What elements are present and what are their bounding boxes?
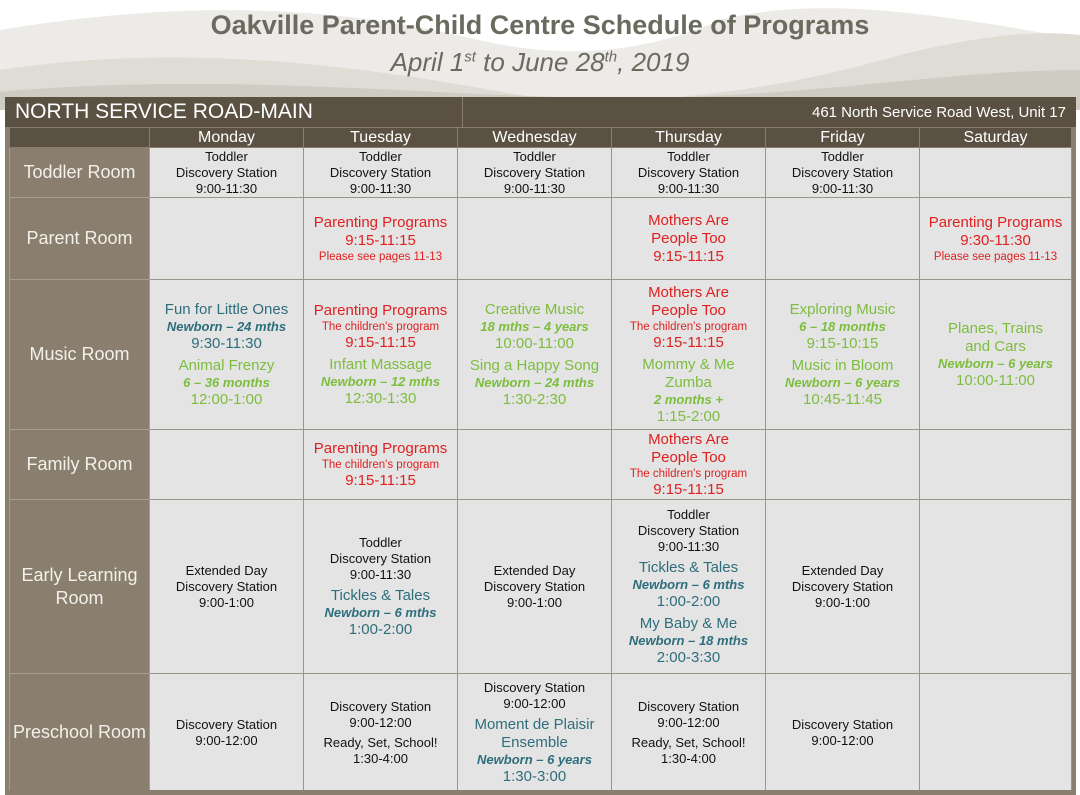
toddler-tuesday: Toddler Discovery Station 9:00-11:30 <box>304 148 458 198</box>
toddler-friday: Toddler Discovery Station 9:00-11:30 <box>766 148 920 198</box>
family-friday <box>766 430 920 500</box>
early-thursday: Toddler Discovery Station 9:00-11:30 Tickles & Tales Newborn – 6 mths 1:00-2:00 My Baby & Me Newborn – 18 mths 2:00-3:30 <box>612 500 766 674</box>
row-toddler-room <box>10 148 1072 198</box>
day-wednesday: Wednesday <box>458 128 612 148</box>
room-label-family: Family Room <box>10 430 150 500</box>
bottom-border <box>5 790 1076 795</box>
family-wednesday <box>458 430 612 500</box>
preschool-tuesday: Discovery Station 9:00-12:00 Ready, Set, School! 1:30-4:00 <box>304 674 458 792</box>
parent-thursday: Mothers Are People Too 9:15-11:15 <box>612 198 766 280</box>
room-label-toddler: Toddler Room <box>10 148 150 198</box>
date-range: April 1st to June 28th, 2019 <box>390 47 690 77</box>
toddler-wednesday: Toddler Discovery Station 9:00-11:30 <box>458 148 612 198</box>
early-monday: Extended Day Discovery Station 9:00-1:00 <box>150 500 304 674</box>
preschool-thursday: Discovery Station 9:00-12:00 Ready, Set, School! 1:30-4:00 <box>612 674 766 792</box>
music-wednesday: Creative Music 18 mths – 4 years 10:00-11:00 Sing a Happy Song Newborn – 24 mths 1:30-2:30 <box>458 280 612 430</box>
day-saturday: Saturday <box>920 128 1072 148</box>
day-tuesday: Tuesday <box>304 128 458 148</box>
room-label-music: Music Room <box>10 280 150 430</box>
preschool-monday: Discovery Station 9:00-12:00 <box>150 674 304 792</box>
preschool-wednesday: Discovery Station 9:00-12:00 Moment de Plaisir Ensemble Newborn – 6 years 1:30-3:00 <box>458 674 612 792</box>
row-preschool-room <box>10 674 1072 792</box>
corner-cell <box>10 128 150 148</box>
early-tuesday: Toddler Discovery Station 9:00-11:30 Tickles & Tales Newborn – 6 mths 1:00-2:00 <box>304 500 458 674</box>
early-friday: Extended Day Discovery Station 9:00-1:00 <box>766 500 920 674</box>
row-family-room <box>10 430 1072 500</box>
parent-saturday: Parenting Programs 9:30-11:30 Please see pages 11-13 <box>920 198 1072 280</box>
preschool-friday: Discovery Station 9:00-12:00 <box>766 674 920 792</box>
parent-monday <box>150 198 304 280</box>
music-tuesday: Parenting Programs The children's program 9:15-11:15 Infant Massage Newborn – 12 mths 12:30-1:30 <box>304 280 458 430</box>
room-label-early-learning: Early Learning Room <box>10 500 150 674</box>
location-address: 461 North Service Road West, Unit 17 <box>811 104 1066 121</box>
day-monday: Monday <box>150 128 304 148</box>
family-saturday <box>920 430 1072 500</box>
early-wednesday: Extended Day Discovery Station 9:00-1:00 <box>458 500 612 674</box>
music-saturday: Planes, Trains and Cars Newborn – 6 years 10:00-11:00 <box>920 280 1072 430</box>
row-music-room <box>10 280 1072 430</box>
music-friday: Exploring Music 6 – 18 months 9:15-10:15 Music in Bloom Newborn – 6 years 10:45-11:45 <box>766 280 920 430</box>
row-early-learning-room <box>10 500 1072 674</box>
music-monday: Fun for Little Ones Newborn – 24 mths 9:30-11:30 Animal Frenzy 6 – 36 months 12:00-1:00 <box>150 280 304 430</box>
location-name: NORTH SERVICE ROAD-MAIN <box>15 100 313 123</box>
preschool-saturday <box>920 674 1072 792</box>
family-monday <box>150 430 304 500</box>
toddler-thursday: Toddler Discovery Station 9:00-11:30 <box>612 148 766 198</box>
parent-friday <box>766 198 920 280</box>
room-label-parent: Parent Room <box>10 198 150 280</box>
family-thursday: Mothers Are People Too The children's program 9:15-11:15 <box>612 430 766 500</box>
room-label-preschool: Preschool Room <box>10 674 150 792</box>
family-tuesday: Parenting Programs The children's program 9:15-11:15 <box>304 430 458 500</box>
parent-wednesday <box>458 198 612 280</box>
page-title: Oakville Parent-Child Centre Schedule of Programs <box>210 10 870 40</box>
day-header-row <box>10 128 1072 148</box>
toddler-monday: Toddler Discovery Station 9:00-11:30 <box>150 148 304 198</box>
music-thursday: Mothers Are People Too The children's program 9:15-11:15 Mommy & Me Zumba 2 months + 1:15-2:00 <box>612 280 766 430</box>
day-thursday: Thursday <box>612 128 766 148</box>
early-saturday <box>920 500 1072 674</box>
toddler-saturday <box>920 148 1072 198</box>
location-bar <box>5 97 1076 127</box>
row-parent-room <box>10 198 1072 280</box>
parent-tuesday: Parenting Programs 9:15-11:15 Please see pages 11-13 <box>304 198 458 280</box>
schedule-table <box>9 127 1072 792</box>
day-friday: Friday <box>766 128 920 148</box>
